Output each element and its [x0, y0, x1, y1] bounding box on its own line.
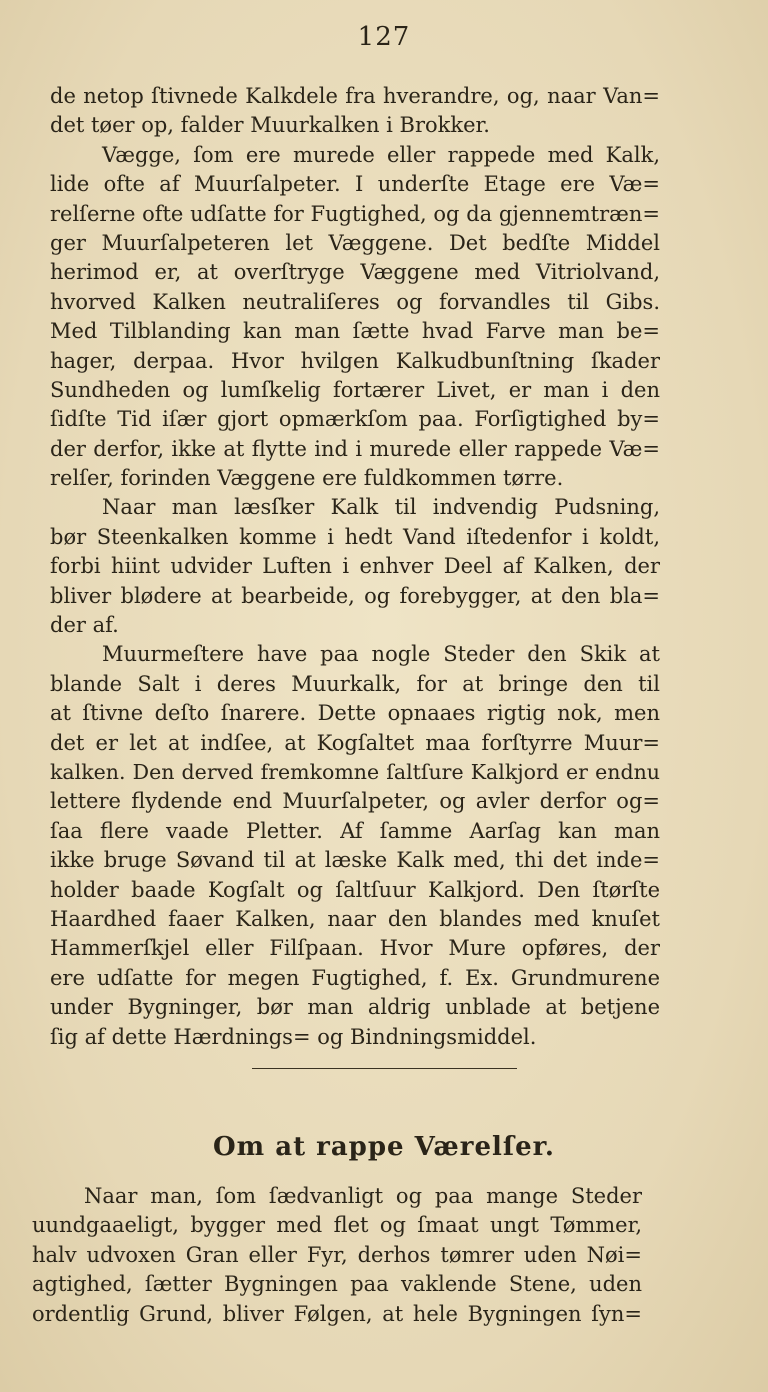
text-line: bliver blødere at bearbeide, og forebygger, at den bla=: [50, 583, 660, 608]
text-line: ger Muurſalpeteren let Væggene. Det bedſte Middel: [50, 230, 660, 255]
section-divider: [252, 1068, 517, 1069]
text-line: agtighed, ſætter Bygningen paa vaklende Stene, uden: [32, 1272, 642, 1297]
text-line: ſig af dette Hærdnings= og Bindningsmiddel.: [50, 1024, 537, 1049]
text-line: hager, derpaa. Hvor hvilgen Kalkudbunſtning ſkader: [50, 348, 660, 373]
text-line: herimod er, at overſtryge Væggene med Vitriolvand,: [50, 260, 660, 285]
text-line: forbi hiint udvider Luften i enhver Deel af Kalken, der: [50, 554, 660, 579]
text-line: uundgaaeligt, bygger med flet og ſmaat ungt Tømmer,: [32, 1213, 642, 1238]
text-line: Med Tilblanding kan man ſætte hvad Farve man be=: [50, 319, 660, 344]
text-line: under Bygninger, bør man aldrig unblade at betjene: [50, 995, 660, 1020]
text-line: ere udſatte for megen Fugtighed, f. Ex. Grundmurene: [50, 965, 660, 990]
text-line: holder baade Kogſalt og ſaltſuur Kalkjord. Den ſtørſte: [50, 877, 660, 902]
text-line: det er let at indſee, at Kogſaltet maa forſtyrre Muur=: [50, 730, 660, 755]
text-line: kalken. Den derved fremkomne ſaltſure Kalkjord er endnu: [50, 759, 660, 784]
text-line: Hammerſkjel eller Filſpaan. Hvor Mure opføres, der: [50, 936, 660, 961]
text-line: hvorved Kalken neutraliſeres og forvandles til Gibs.: [50, 289, 660, 314]
text-line: de netop ſtivnede Kalkdele fra hverandre, og, naar Van=: [50, 84, 660, 108]
text-line: Vægge, ſom ere murede eller rappede med Kalk,: [102, 142, 660, 167]
text-line: der derfor, ikke at flytte ind i murede eller rappede Væ=: [50, 436, 660, 461]
text-line: Haardhed faaer Kalken, naar den blandes med knuſet: [50, 906, 660, 931]
text-line: lide ofte af Muurſalpeter. I underſte Etage ere Væ=: [50, 172, 660, 197]
text-line: Naar man læsſker Kalk til indvendig Pudsning,: [102, 495, 660, 520]
text-line: relſerne ofte udſatte for Fugtighed, og da gjennemtræn=: [50, 201, 660, 226]
text-line: ſidſte Tid iſær gjort opmærkſom paa. Forſigtighed by=: [50, 407, 660, 432]
section-heading: Om at rappe Værelſer.: [213, 1132, 555, 1162]
text-line: der af.: [50, 613, 119, 638]
text-line: ikke bruge Søvand til at læske Kalk med, thi det inde=: [50, 848, 660, 873]
text-line: at ſtivne deſto ſnarere. Dette opnaaes rigtig nok, men: [50, 701, 660, 726]
text-line: ordentlig Grund, bliver Følgen, at hele Bygningen ſyn=: [32, 1301, 642, 1326]
text-line: Sundheden og lumſkelig fortærer Livet, er man i den: [50, 377, 660, 402]
page-number: 127: [357, 22, 411, 52]
text-line: relſer, forinden Væggene ere fuldkommen tørre.: [50, 466, 564, 491]
text-line: halv udvoxen Gran eller Fyr, derhos tømrer uden Nøi=: [32, 1242, 642, 1267]
section-text-block: [32, 1182, 642, 1329]
text-line: bør Steenkalken komme i hedt Vand iſtedenfor i koldt,: [50, 524, 660, 549]
text-line: Naar man, ſom ſædvanligt og paa mange Steder: [84, 1184, 642, 1208]
text-line: Muurmeſtere have paa nogle Steder den Skik at: [102, 642, 660, 667]
text-line: ſaa flere vaade Pletter. Af ſamme Aarſag kan man: [50, 818, 660, 843]
text-line: blande Salt i deres Muurkalk, for at bringe den til: [50, 671, 660, 696]
text-line: lettere flydende end Muurſalpeter, og avler derfor og=: [50, 789, 660, 814]
main-text-block: [50, 82, 660, 1052]
text-line: det tøer op, falder Muurkalken i Brokker.: [50, 113, 490, 138]
